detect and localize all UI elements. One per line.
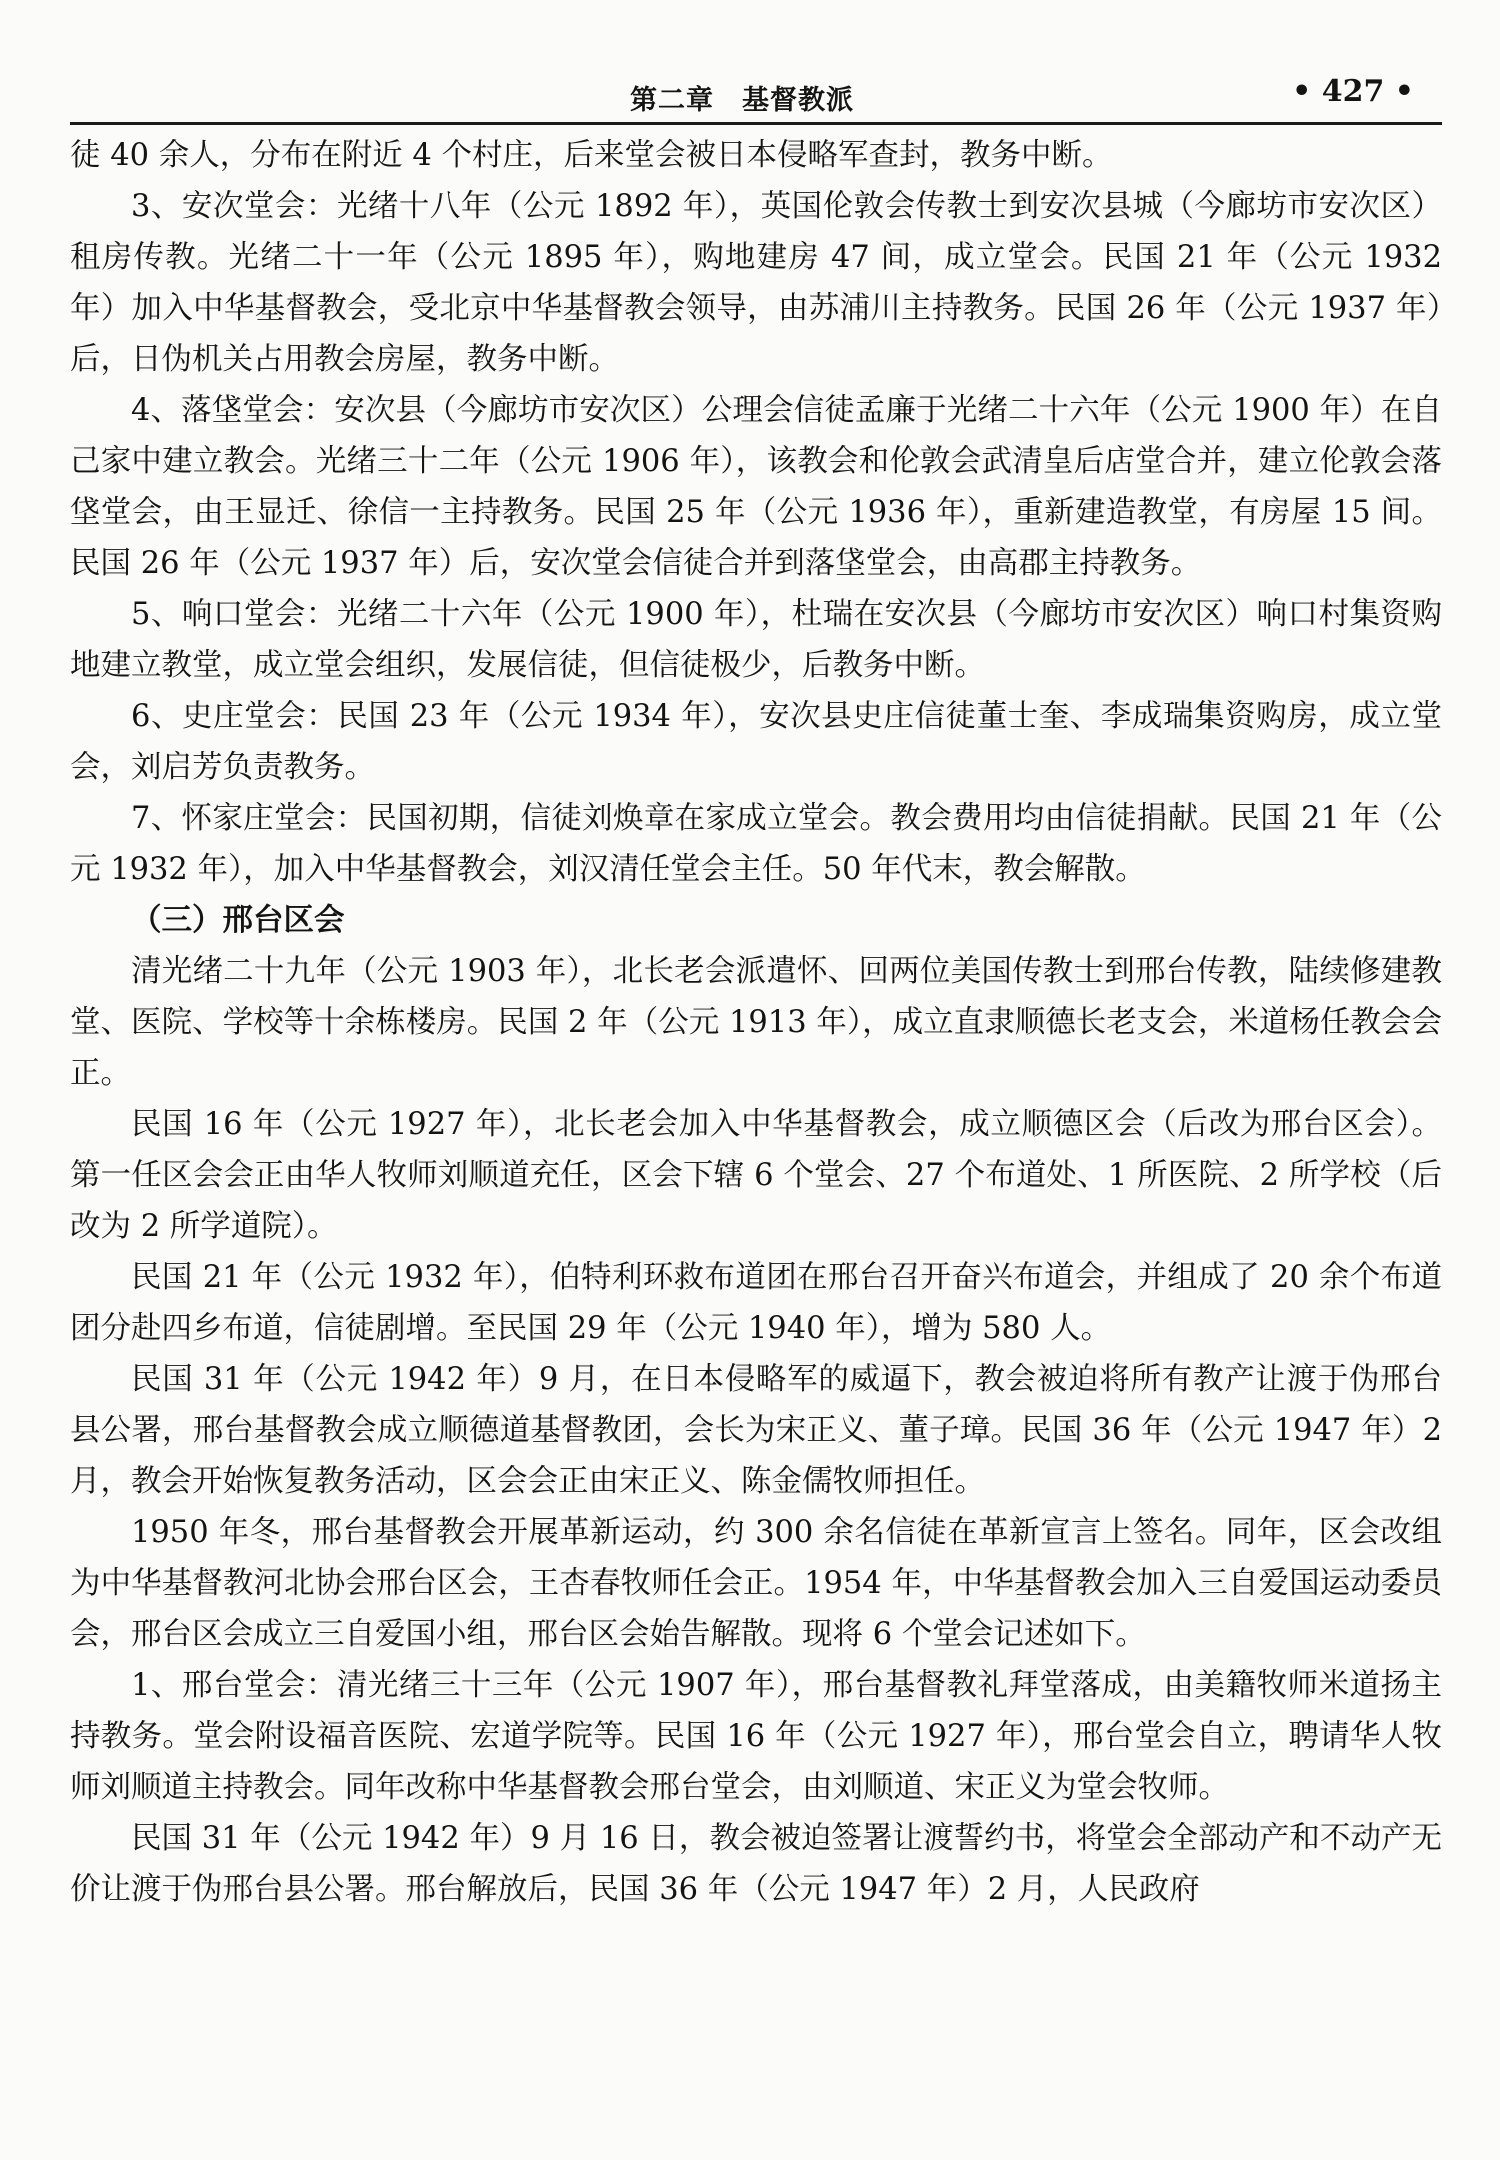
- paragraph: 民国 16 年（公元 1927 年），北长老会加入中华基督教会，成立顺德区会（后改为邢台区会）。第一任区会会正由华人牧师刘顺道充任，区会下辖 6 个堂会、27 个布道处、1 所医院、2 所学校（后改为 2 所学道院）。: [70, 1107, 1442, 1244]
- chapter-title: 第二章 基督教派: [630, 85, 854, 116]
- paragraph: 5、响口堂会：光绪二十六年（公元 1900 年），杜瑞在安次县（今廊坊市安次区）响口村集资购地建立教堂，成立堂会组织，发展信徒，但信徒极少，后教务中断。: [70, 597, 1442, 683]
- paragraph: 民国 31 年（公元 1942 年）9 月 16 日，教会被迫签署让渡誓约书，将堂会全部动产和不动产无价让渡于伪邢台县公署。邢台解放后，民国 36 年（公元 1947 年）2 月，人民政府: [70, 1821, 1442, 1907]
- paragraph: 1、邢台堂会：清光绪三十三年（公元 1907 年），邢台基督教礼拜堂落成，由美籍牧师米道扬主持教务。堂会附设福音医院、宏道学院等。民国 16 年（公元 1927 年），邢台堂会自立，聘请华人牧师刘顺道主持教会。同年改称中华基督教会邢台堂会，由刘顺道、宋正义为堂会牧师。: [70, 1668, 1442, 1805]
- running-header: [70, 60, 1442, 125]
- paragraph: 6、史庄堂会：民国 23 年（公元 1934 年），安次县史庄信徒董士奎、李成瑞集资购房，成立堂会，刘启芳负责教务。: [70, 699, 1442, 785]
- paragraph: 清光绪二十九年（公元 1903 年），北长老会派遣怀、回两位美国传教士到邢台传教，陆续修建教堂、医院、学校等十余栋楼房。民国 2 年（公元 1913 年），成立直隶顺德长老支会，米道杨任教会会正。: [70, 954, 1442, 1091]
- page-body: [70, 130, 1442, 1915]
- paragraph: 徒 40 余人，分布在附近 4 个村庄，后来堂会被日本侵略军查封，教务中断。: [70, 138, 1113, 173]
- paragraph: 7、怀家庄堂会：民国初期，信徒刘焕章在家成立堂会。教会费用均由信徒捐献。民国 21 年（公元 1932 年），加入中华基督教会，刘汉清任堂会主任。50 年代末，教会解散。: [70, 801, 1442, 887]
- paragraph: 3、安次堂会：光绪十八年（公元 1892 年），英国伦敦会传教士到安次县城（今廊坊市安次区）租房传教。光绪二十一年（公元 1895 年），购地建房 47 间，成立堂会。民国 21 年（公元 1932 年）加入中华基督教会，受北京中华基督教会领导，由苏浦川主持教务。民国 26 年（公元 1937 年）后，日伪机关占用教会房屋，教务中断。: [70, 189, 1442, 377]
- paragraph: 1950 年冬，邢台基督教会开展革新运动，约 300 余名信徒在革新宣言上签名。同年，区会改组为中华基督教河北协会邢台区会，王杏春牧师任会正。1954 年，中华基督教会加入三自爱国运动委员会，邢台区会成立三自爱国小组，邢台区会始告解散。现将 6 个堂会记述如下。: [70, 1515, 1442, 1652]
- paragraph: 民国 31 年（公元 1942 年）9 月，在日本侵略军的威逼下，教会被迫将所有教产让渡于伪邢台县公署，邢台基督教会成立顺德道基督教团，会长为宋正义、董子璋。民国 36 年（公元 1947 年）2 月，教会开始恢复教务活动，区会会正由宋正义、陈金儒牧师担任。: [70, 1362, 1442, 1499]
- section-heading: （三）邢台区会: [131, 902, 345, 938]
- page-number: • 427 •: [1292, 74, 1414, 109]
- paragraph: 民国 21 年（公元 1932 年），伯特利环救布道团在邢台召开奋兴布道会，并组成了 20 余个布道团分赴四乡布道，信徒剧增。至民国 29 年（公元 1940 年），增为 580 人。: [70, 1260, 1442, 1346]
- paragraph: 4、落垡堂会：安次县（今廊坊市安次区）公理会信徒孟廉于光绪二十六年（公元 1900 年）在自己家中建立教会。光绪三十二年（公元 1906 年），该教会和伦敦会武清皇后店堂合并，建立伦敦会落垡堂会，由王显迁、徐信一主持教务。民国 25 年（公元 1936 年），重新建造教堂，有房屋 15 间。民国 26 年（公元 1937 年）后，安次堂会信徒合并到落垡堂会，由高郡主持教务。: [70, 393, 1442, 581]
